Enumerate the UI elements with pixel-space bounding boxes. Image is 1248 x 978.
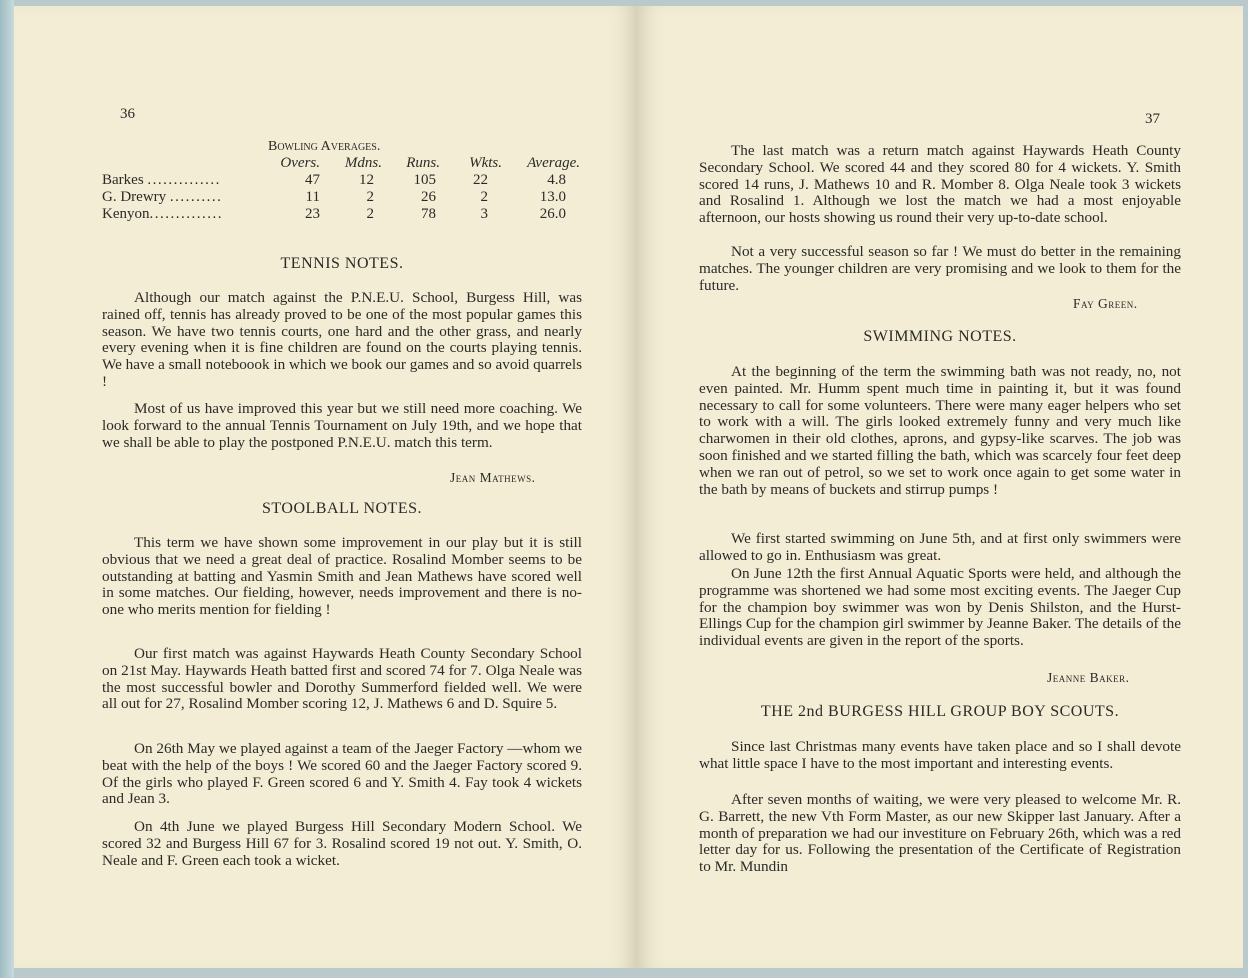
stoolball-signature: Fay Green. (1073, 296, 1138, 311)
average-cell: 4.8 (547, 172, 566, 188)
leader-dots: .......... (169, 189, 223, 205)
swimming-heading: SWIMMING NOTES. (863, 328, 1017, 345)
stoolball-paragraph-4: On 4th June we played Burgess Hill Secondary Modern School. We scored 32 and Burgess Hill 67 for 3. Rosalind scored 19 not out. Y. Smith, O. Neale and F. Green each took a wicket. (102, 818, 582, 869)
mdns-cell: 12 (359, 172, 374, 188)
scouts-paragraph-1: Since last Christmas many events have taken place and so I shall devote what little space I have to the most important and interesting events. (699, 738, 1181, 772)
stoolball-paragraph-3: On 26th May we played against a team of the Jaeger Factory —whom we beat with the help of the boys ! We scored 60 and the Jaeger Factory scored 9. Of the girls who played F. Green scored 6 and Y. Smith 4. Fay took 4 wickets and Jean 3. (102, 740, 582, 808)
runs-cell: 26 (421, 189, 436, 205)
col-overs: Overs. (280, 155, 320, 171)
tennis-signature: Jean Mathews. (450, 470, 536, 485)
table-row (102, 206, 580, 223)
swimming-paragraph-1: At the beginning of the term the swimming bath was not ready, no, not even painted. Mr. Humm spent much time in painting it, but it was found necessary to call for some volunteers. There were many eager helpers who set to work with a will. The girls looked extremely funny and very much like charwomen in their old clothes, aprons, and gypsy-like scarves. The job was soon finished and we started filling the bath, which was scarcely four feet deep when we ran out of petrol, so we set to work once again to get some water in the bath by means of buckets and stirrup pumps ! (699, 363, 1181, 498)
tennis-heading: TENNIS NOTES. (280, 255, 404, 272)
wkts-cell: 3 (480, 206, 488, 222)
leader-dots: .............. (147, 172, 221, 188)
wkts-cell: 2 (480, 189, 488, 205)
bowling-averages-title: Bowling Averages. (268, 139, 381, 154)
mdns-cell: 2 (366, 206, 374, 222)
table-row (102, 189, 580, 206)
swimming-paragraph-3: On June 12th the first Annual Aquatic Sports were held, and although the programme was shortened we had some most exciting events. The Jaeger Cup for the champion boy swimmer was won by Denis Shilston, and the Hurst-Ellings Cup for the champion girl swimmer by Jeanne Baker. The details of the individual events are given in the report of the sports. (699, 565, 1181, 650)
runs-cell: 78 (421, 206, 436, 222)
col-runs: Runs. (406, 155, 440, 171)
mdns-cell: 2 (366, 189, 374, 205)
table-row (102, 172, 580, 189)
leader-dots: .............. (149, 206, 223, 222)
tennis-paragraph-2: Most of us have improved this year but we still need more coaching. We look forward to the annual Tennis Tournament on July 19th, and we hope that we shall be able to play the postponed P.N.E.U. match this term. (102, 400, 582, 451)
stoolball-continued-paragraph-1: The last match was a return match against Haywards Heath County Secondary School. We scored 44 and they scored 80 for 4 wickets. Y. Smith scored 14 runs, J. Mathews 10 and R. Momber 8. Olga Neale took 3 wickets and Rosalind 1. Although we lost the match we had a most enjoyable afternoon, our hosts showing us round their very up-to-date school. (699, 142, 1181, 227)
bowler-name: Kenyon (102, 206, 150, 222)
col-mdns: Mdns. (344, 155, 382, 171)
stoolball-paragraph-2: Our first match was against Haywards Heath County Secondary School on 21st May. Haywards Heath batted first and scored 74 for 7. Olga Neale was the most successful bowler and Dorothy Summerford fielded well. We were all out for 27, Rosalind Momber scoring 12, J. Mathews 6 and D. Squire 5. (102, 645, 582, 713)
average-cell: 13.0 (539, 189, 566, 205)
scouts-heading: THE 2nd BURGESS HILL GROUP BOY SCOUTS. (760, 703, 1120, 720)
swimming-paragraph-2: We first started swimming on June 5th, and at first only swimmers were allowed to go in. Enthusiasm was great. (699, 530, 1181, 564)
stoolball-paragraph-1: This term we have shown some improvement in our play but it is still obvious that we need a great deal of practice. Rosalind Momber seems to be outstanding at batting and Yasmin Smith and Jean Mathews have scored well in some matches. Our fielding, however, needs improvement and there is no-one who merits mention for fielding ! (102, 534, 582, 619)
left-page (14, 6, 637, 968)
col-wkts: Wkts. (469, 155, 502, 171)
tennis-paragraph-1: Although our match against the P.N.E.U. School, Burgess Hill, was rained off, tennis has already proved to be one of the most popular games this season. We have two tennis courts, one hard and the other grass, and nearly every evening when it is fine children are found on the courts playing tennis. We have a small noteboook in which we book our games and so avoid quarrels ! (102, 289, 582, 390)
bowler-name: G. Drewry (102, 189, 167, 205)
wkts-cell: 22 (473, 172, 488, 188)
overs-cell: 11 (305, 189, 320, 205)
page-number: 36 (120, 106, 135, 122)
overs-cell: 47 (305, 172, 320, 188)
stoolball-heading: STOOLBALL NOTES. (262, 500, 422, 517)
page-number: 37 (1145, 111, 1160, 127)
table-header-row (102, 155, 580, 172)
runs-cell: 105 (413, 172, 436, 188)
bowling-averages-table (102, 155, 580, 223)
overs-cell: 23 (305, 206, 320, 222)
bowler-name: Barkes (102, 172, 144, 188)
right-page (637, 6, 1243, 968)
swimming-signature: Jeanne Baker. (1047, 670, 1130, 685)
book-edge (0, 0, 14, 978)
col-average: Average. (527, 155, 580, 171)
average-cell: 26.0 (539, 206, 566, 222)
stoolball-continued-paragraph-2: Not a very successful season so far ! We must do better in the remaining matches. The younger children are very promising and we look to them for the future. (699, 243, 1181, 294)
scouts-paragraph-2: After seven months of waiting, we were very pleased to welcome Mr. R. G. Barrett, the new Vth Form Master, as our new Skipper last January. After a month of preparation we had our investiture on February 26th, which was a red letter day for us. Following the presentation of the Certificate of Registration to Mr. Mundin (699, 791, 1181, 876)
